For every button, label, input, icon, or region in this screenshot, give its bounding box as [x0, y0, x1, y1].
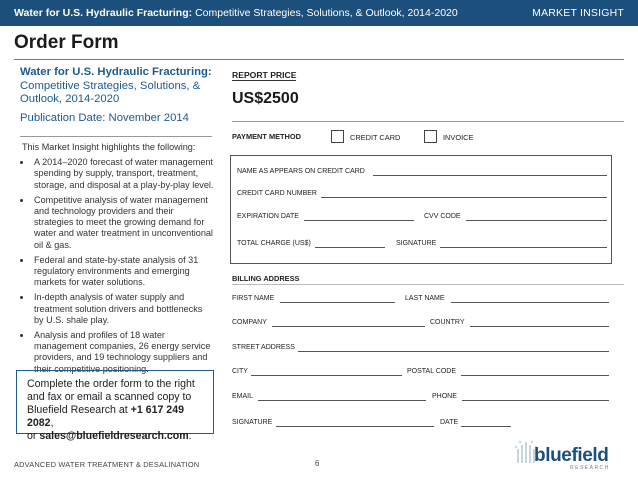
phone-field[interactable] — [462, 400, 609, 401]
credit-card-option-label: CREDIT CARD — [350, 133, 401, 142]
total-charge-field[interactable] — [315, 247, 385, 248]
date-label: DATE — [440, 419, 459, 426]
instructions-line4: or — [27, 430, 40, 442]
sales-email-link[interactable]: sales@bluefieldresearch.com — [39, 430, 189, 442]
footer-label: ADVANCED WATER TREATMENT & DESALINATION — [14, 460, 200, 469]
billing-address-label: BILLING ADDRESS — [232, 274, 300, 283]
country-field[interactable] — [470, 326, 609, 327]
payment-method-label: PAYMENT METHOD — [232, 132, 301, 141]
highlights-intro: This Market Insight highlights the following: — [22, 142, 196, 152]
report-title-line3: Outlook, 2014-2020 — [20, 93, 120, 105]
list-item: • Analysis and profiles of 18 water management companies, 26 energy service providers, and 19 technology suppliers and their competitive positioning. — [32, 330, 214, 375]
price-label-underline — [232, 80, 296, 81]
instructions-line1: Complete the order form to the right — [27, 378, 195, 390]
instructions-line3: Bluefield Research at — [27, 404, 131, 416]
header-section-label: MARKET INSIGHT — [532, 7, 624, 19]
company-label: COMPANY — [232, 319, 267, 326]
billing-divider — [232, 284, 624, 285]
city-label: CITY — [232, 368, 248, 375]
page-title: Order Form — [14, 32, 119, 53]
phone-label: PHONE — [432, 393, 457, 400]
city-field[interactable] — [251, 375, 402, 376]
card-number-label: CREDIT CARD NUMBER — [237, 190, 317, 197]
logo-wordmark: bluefield — [534, 445, 609, 466]
publication-date: Publication Date: November 2014 — [20, 111, 189, 124]
expiration-date-label: EXPIRATION DATE — [237, 213, 299, 220]
card-name-label: NAME AS APPEARS ON CREDIT CARD — [237, 168, 365, 175]
card-signature-field[interactable] — [440, 247, 607, 248]
country-label: COUNTRY — [430, 319, 465, 326]
email-label: EMAIL — [232, 393, 254, 400]
list-item: • Federal and state-by-state analysis of 31 regulatory environments and emerging markets for water solutions. — [32, 255, 214, 289]
title-divider — [14, 59, 624, 60]
cvv-code-field[interactable] — [466, 220, 607, 221]
highlights-bullets — [22, 157, 214, 375]
left-divider — [20, 136, 212, 137]
report-title-line2: Competitive Strategies, Solutions, & — [20, 79, 201, 92]
header-title-bold: Water for U.S. Hydraulic Fracturing: — [14, 7, 193, 19]
billing-signature-label: SIGNATURE — [232, 419, 273, 426]
list-item: • Competitive analysis of water management and technology providers and their strategies to meet the growing demand for water and water treatment in unconventional oil & gas. — [32, 195, 214, 251]
list-item: • In-depth analysis of water supply and treatment solution drivers and bottlenecks by U.S. shale play. — [32, 292, 214, 326]
price-divider — [232, 121, 624, 122]
report-title — [20, 66, 216, 107]
card-signature-label: SIGNATURE — [396, 240, 437, 247]
logo-subtitle: RESEARCH — [570, 465, 610, 471]
bluefield-logo — [508, 437, 626, 473]
credit-card-checkbox[interactable] — [331, 130, 344, 143]
order-instructions — [27, 378, 209, 443]
cvv-code-label: CVV CODE — [424, 213, 461, 220]
postal-code-label: POSTAL CODE — [407, 368, 457, 375]
first-name-field[interactable] — [280, 302, 395, 303]
header-title — [14, 7, 458, 19]
instructions-line2: and fax or email a scanned copy to — [27, 391, 192, 403]
invoice-option-label: INVOICE — [443, 133, 474, 142]
total-charge-label: TOTAL CHARGE (US$) — [237, 240, 311, 247]
company-field[interactable] — [272, 326, 425, 327]
fax-phone-number: +1 617 249 2082 — [27, 404, 184, 429]
list-item: • A 2014–2020 forecast of water management spending by supply, transport, treatment, storage, and disposal at a play-by-play level. — [32, 157, 214, 191]
instructions-line3-suffix: , — [50, 417, 54, 429]
header-bar — [0, 0, 638, 26]
header-title-rest: Competitive Strategies, Solutions, & Outlook, 2014-2020 — [195, 7, 458, 19]
first-name-label: FIRST NAME — [232, 295, 275, 302]
card-name-field[interactable] — [373, 175, 607, 176]
highlights-list — [22, 142, 214, 379]
date-field[interactable] — [461, 426, 511, 427]
report-price-value: US$2500 — [232, 90, 299, 107]
last-name-field[interactable] — [451, 302, 609, 303]
report-info — [20, 66, 216, 124]
last-name-label: LAST NAME — [405, 295, 445, 302]
card-number-field[interactable] — [321, 197, 607, 198]
billing-signature-field[interactable] — [276, 426, 434, 427]
street-address-field[interactable] — [298, 351, 609, 352]
page-number: 6 — [315, 459, 320, 468]
street-address-label: STREET ADDRESS — [232, 344, 295, 351]
email-field[interactable] — [258, 400, 426, 401]
report-title-line1: Water for U.S. Hydraulic Fracturing: — [20, 66, 212, 78]
report-price-label: REPORT PRICE — [232, 70, 297, 80]
order-instructions-box — [16, 370, 214, 442]
postal-code-field[interactable] — [461, 375, 609, 376]
instructions-line4-suffix: . — [188, 430, 192, 442]
expiration-date-field[interactable] — [304, 220, 414, 221]
invoice-checkbox[interactable] — [424, 130, 437, 143]
